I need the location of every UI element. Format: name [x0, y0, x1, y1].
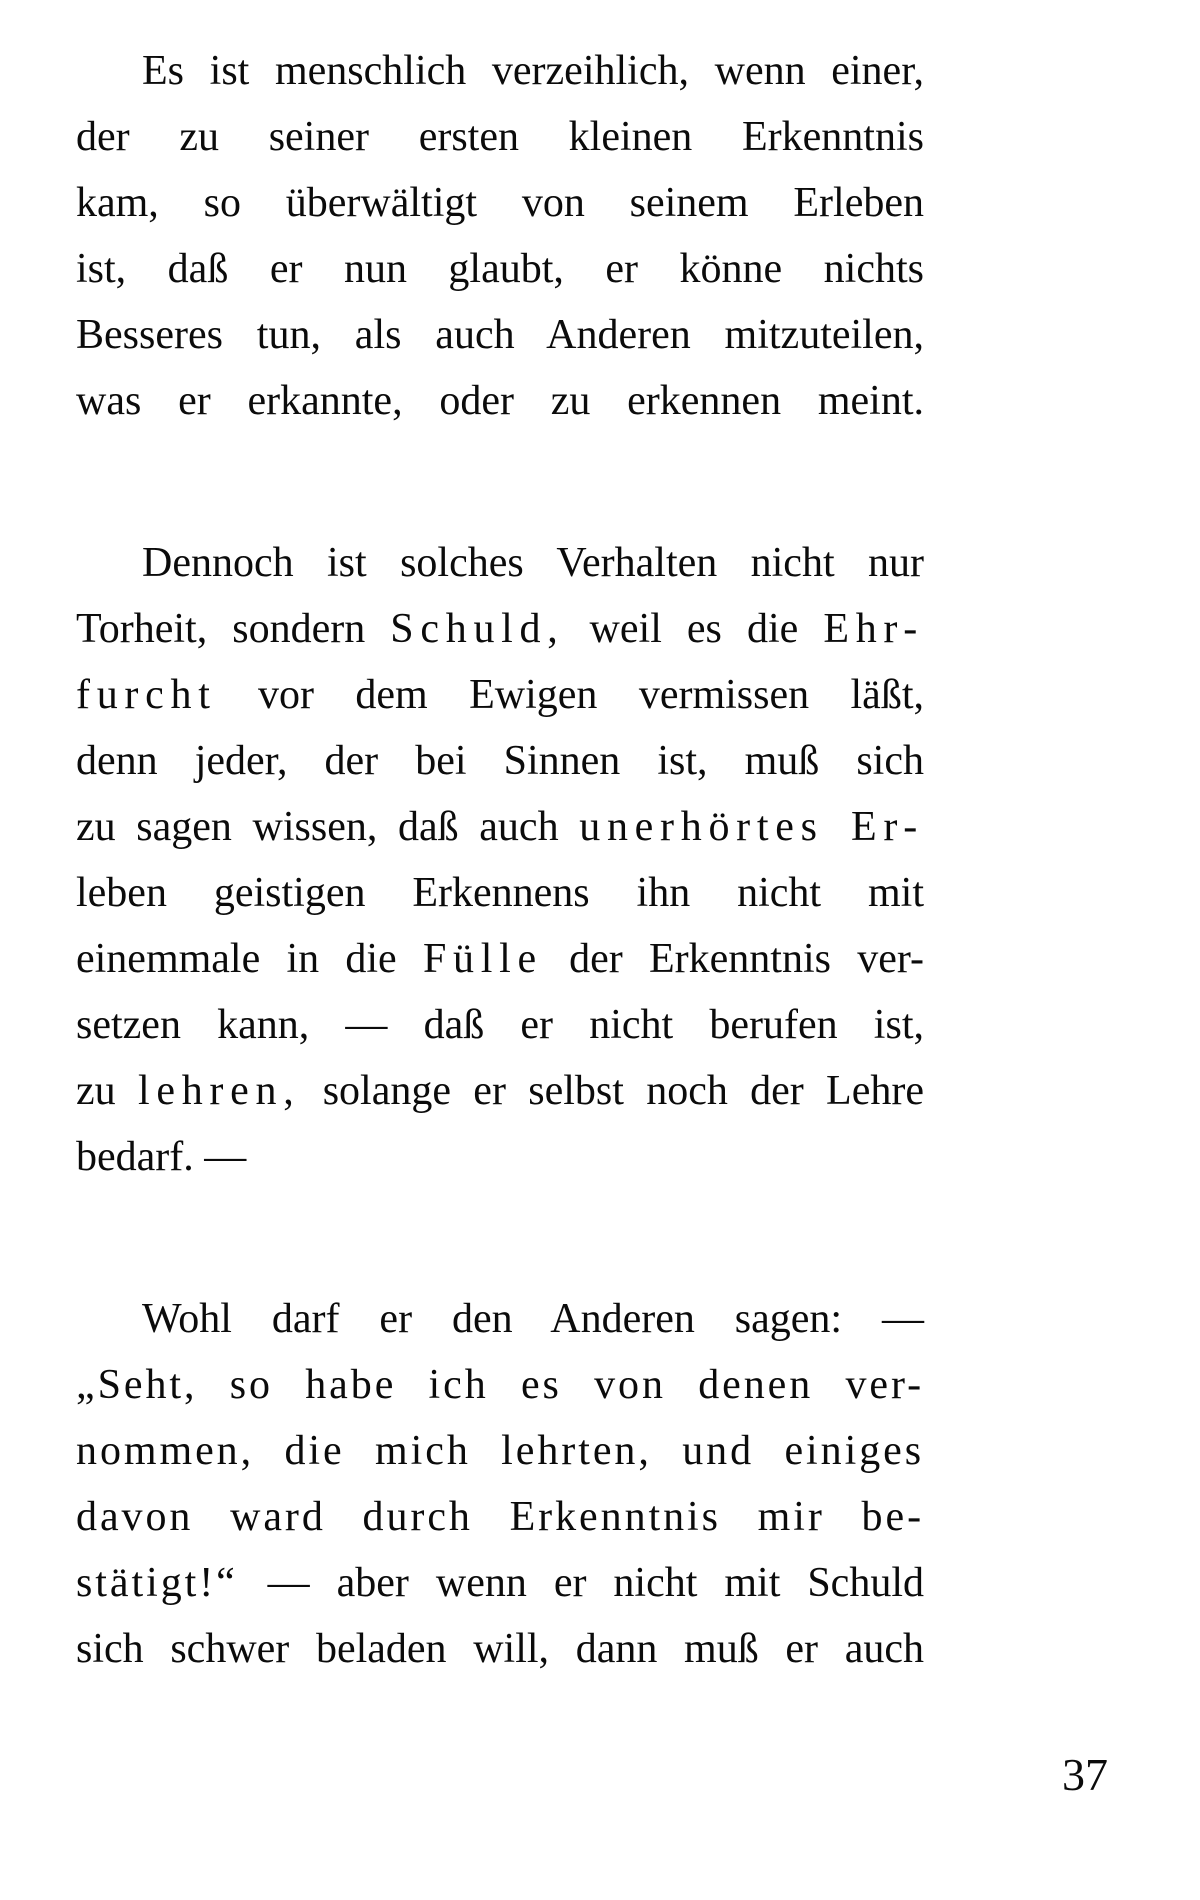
text-line — [76, 302, 924, 368]
text-segment: was er erkannte, oder zu erkennen meint. — [76, 378, 924, 424]
letterspaced-text-segment: nommen, die mich lehrten, und einiges — [76, 1428, 924, 1474]
text-segment: weil es die — [564, 606, 824, 652]
text-line — [76, 1058, 924, 1124]
text-line — [76, 38, 924, 104]
text-segment: der Erkenntnis ver- — [542, 936, 924, 982]
text-segment: Wohl darf er den Anderen sagen: — — [142, 1296, 924, 1342]
text-segment: ist, daß er nun glaubt, er könne nichts — [76, 246, 924, 292]
text-segment: sich schwer beladen will, dann muß er auch — [76, 1626, 924, 1672]
letterspaced-text-segment: Fülle — [422, 936, 543, 982]
text-segment: setzen kann, — daß er nicht berufen ist, — [76, 1002, 924, 1048]
text-segment: Besseres tun, als auch Anderen mitzuteilen, — [76, 312, 924, 358]
page-text — [76, 38, 924, 1682]
letterspaced-text-segment: furcht — [76, 672, 217, 718]
letterspaced-text-segment: Schuld, — [390, 606, 565, 652]
letterspaced-text-segment: lehren, — [137, 1068, 301, 1114]
text-segment: zu — [76, 1068, 138, 1114]
text-line — [76, 1286, 924, 1352]
text-line — [76, 860, 924, 926]
text-line — [76, 368, 924, 434]
text-segment: — aber wenn er nicht mit Schuld — [267, 1560, 924, 1606]
text-segment: der zu seiner ersten kleinen Erkenntnis — [76, 114, 924, 160]
text-segment: vor dem Ewigen vermissen läßt, — [216, 672, 924, 718]
paragraph — [76, 530, 924, 1190]
text-segment: Torheit, sondern — [76, 606, 391, 652]
text-line — [76, 530, 924, 596]
letterspaced-text-segment: „Seht, so habe ich es von denen ver- — [76, 1362, 924, 1408]
text-segment: zu sagen wissen, daß auch — [76, 804, 580, 850]
text-segment: solange er selbst noch der Lehre — [300, 1068, 924, 1114]
text-line — [76, 1124, 924, 1190]
letterspaced-text-segment: Ehr- — [823, 606, 924, 652]
text-line — [76, 596, 924, 662]
text-segment: Dennoch ist solches Verhalten nicht nur — [142, 540, 924, 586]
paragraph — [76, 38, 924, 434]
text-line — [76, 104, 924, 170]
text-segment: denn jeder, der bei Sinnen ist, muß sich — [76, 738, 924, 784]
text-line — [76, 926, 924, 992]
text-line — [76, 1418, 924, 1484]
text-segment: bedarf. — — [76, 1134, 247, 1180]
text-line — [76, 662, 924, 728]
text-line — [76, 1484, 924, 1550]
letterspaced-text-segment: stätigt!“ — [76, 1560, 268, 1606]
letterspaced-text-segment: unerhörtes Er- — [579, 804, 924, 850]
letterspaced-text-segment: davon ward durch Erkenntnis mir be- — [76, 1494, 924, 1540]
text-line — [76, 170, 924, 236]
text-line — [76, 236, 924, 302]
text-line — [76, 1616, 924, 1682]
paragraph — [76, 1286, 924, 1682]
text-segment: Es ist menschlich verzeihlich, wenn einer, — [142, 48, 924, 94]
text-segment: leben geistigen Erkennens ihn nicht mit — [76, 870, 924, 916]
text-line — [76, 1352, 924, 1418]
text-line — [76, 1550, 924, 1616]
page-number: 37 — [1062, 1749, 1108, 1800]
text-segment: kam, so überwältigt von seinem Erleben — [76, 180, 924, 226]
text-segment: einemmale in die — [76, 936, 423, 982]
text-line — [76, 794, 924, 860]
text-line — [76, 992, 924, 1058]
text-line — [76, 728, 924, 794]
